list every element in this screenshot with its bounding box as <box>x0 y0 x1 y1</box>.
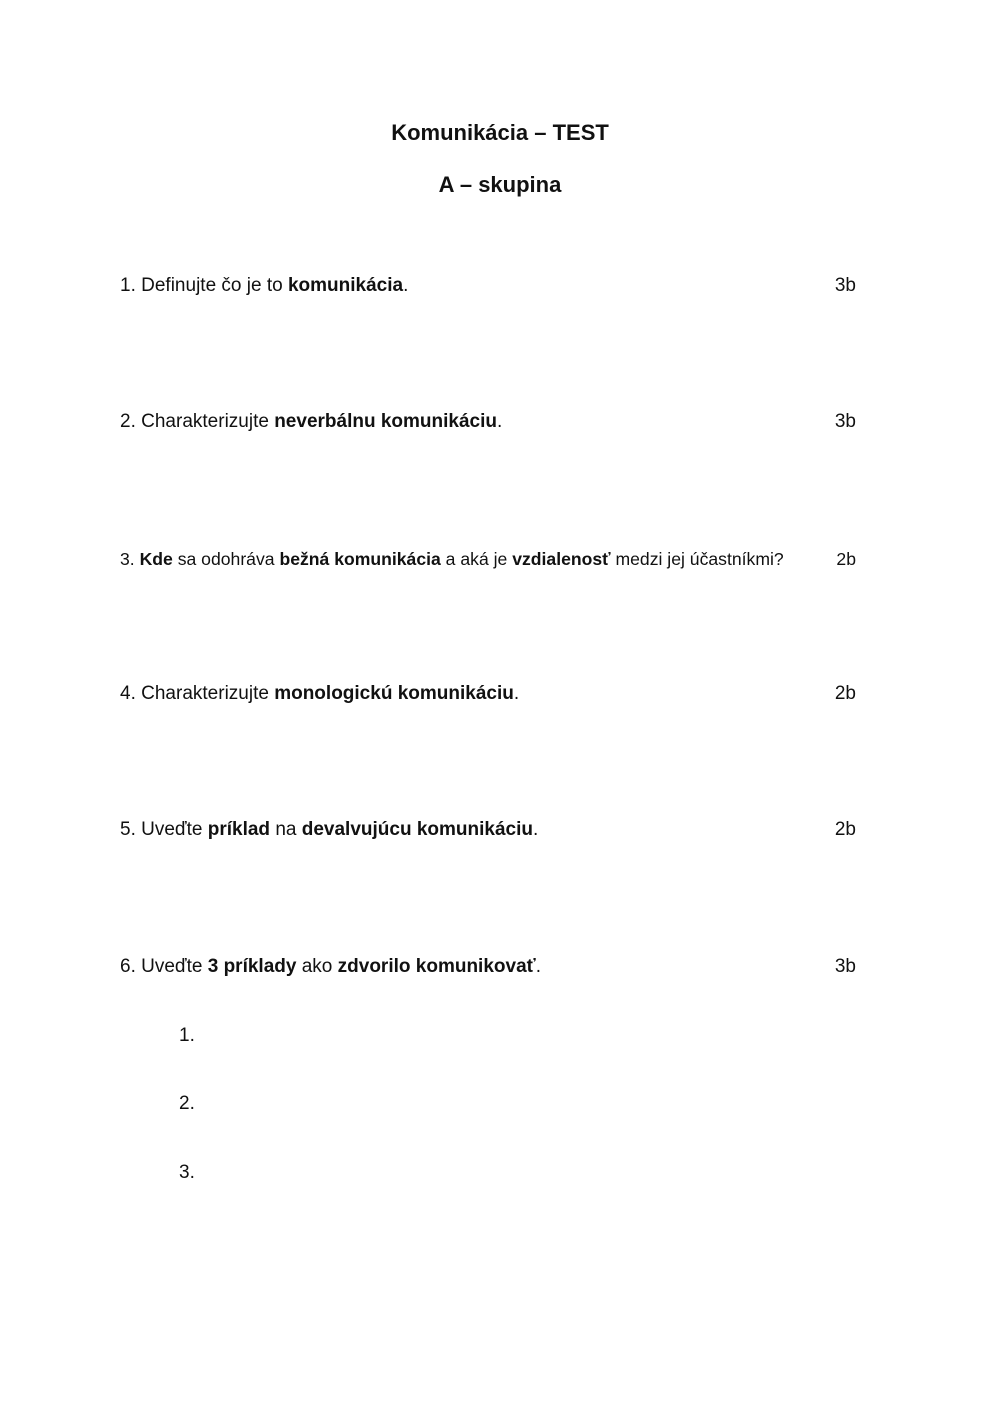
question-text: . <box>497 411 503 432</box>
question-text: sa odohráva <box>172 549 280 569</box>
question-text: . <box>533 819 539 840</box>
question-number: 1. <box>120 275 136 296</box>
question-text: Charakterizujte <box>141 683 275 704</box>
question-points: 3b <box>834 275 856 296</box>
question-number: 3. <box>120 549 135 569</box>
question-text: Definujte čo je to <box>141 275 288 296</box>
question-keyword: príklad <box>207 819 271 840</box>
question-number: 5. <box>120 819 136 840</box>
question-text: . <box>513 683 520 704</box>
question-text: na <box>270 819 302 840</box>
question-1 <box>120 273 858 299</box>
question-keyword: monologickú komunikáciu <box>274 683 514 704</box>
question-number: 6. <box>120 956 136 977</box>
page-title: Komunikácia – TEST <box>391 120 609 145</box>
group-subtitle: A – skupina <box>438 172 562 197</box>
question-points: 2b <box>834 683 856 704</box>
question-text: medzi jej účastníkmi? <box>610 549 784 569</box>
question-number: 2. <box>120 411 136 432</box>
question-keyword: komunikácia <box>287 275 404 296</box>
question-text: . <box>535 956 542 977</box>
question-points: 3b <box>834 411 856 432</box>
question-number: 4. <box>120 683 136 704</box>
question-keyword: zdvorilo komunikovať <box>337 956 536 977</box>
question-2 <box>120 409 858 435</box>
question-keyword: 3 príklady <box>207 956 297 977</box>
question-keyword: devalvujúcu komunikáciu <box>301 819 533 840</box>
question-text: a aká je <box>440 549 513 569</box>
answer-line-1: 1. <box>179 1025 195 1046</box>
question-keyword: Kde <box>139 549 173 569</box>
answer-line-2: 2. <box>179 1093 195 1114</box>
question-keyword: bežná komunikácia <box>279 549 441 569</box>
question-text: ako <box>296 956 338 977</box>
question-3 <box>120 546 858 572</box>
answer-line-3: 3. <box>179 1162 195 1183</box>
question-4 <box>120 681 858 707</box>
question-text: Uveďte <box>141 956 208 977</box>
question-text: . <box>403 275 409 296</box>
question-keyword: neverbálnu komunikáciu <box>274 411 497 432</box>
question-text: Uveďte <box>141 819 208 840</box>
question-points: 3b <box>834 956 856 977</box>
question-6 <box>120 954 858 980</box>
question-text: Charakterizujte <box>141 411 275 432</box>
question-5 <box>120 817 858 843</box>
question-points: 2b <box>834 819 856 840</box>
question-keyword: vzdialenosť <box>512 549 611 569</box>
question-points: 2b <box>836 549 856 569</box>
